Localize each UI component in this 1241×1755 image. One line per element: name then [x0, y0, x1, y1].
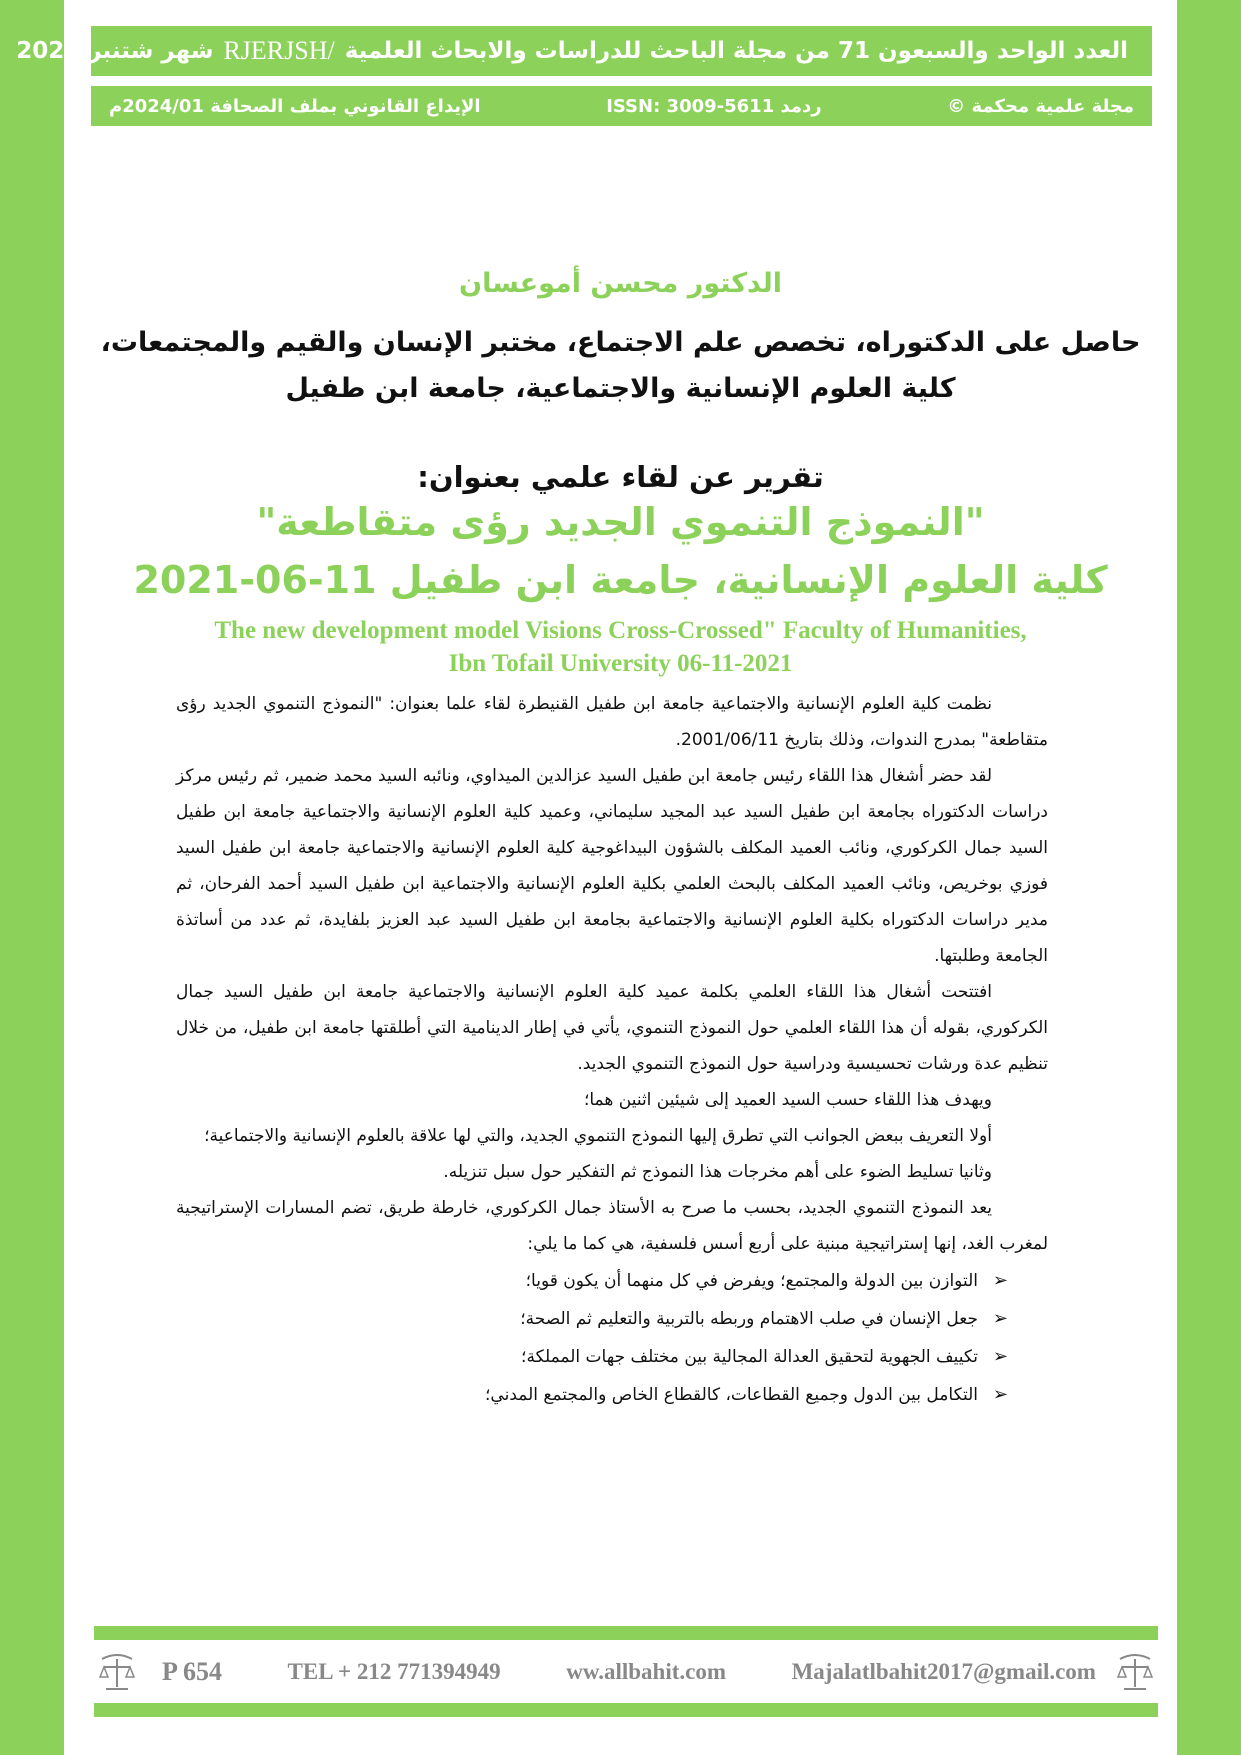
arrow-bullet-icon: ➢	[992, 1346, 1008, 1367]
report-label: تقرير عن لقاء علمي بعنوان:	[417, 460, 824, 494]
paragraph-opening: افتتحت أشغال هذا اللقاء العلمي بكلمة عميد كلية العلوم الإنسانية والاجتماعية جامعة ابن طفيل السيد جمال الكركوري، بقوله أن هذا اللقاء العلمي حول النموذج التنموي، يأتي في إطار الدينامية التي أطلقتها جامعة ابن طفيل، من خلال تنظيم عدة ورشات تحسيسية ودراسية حول النموذج التنموي الجديد.	[176, 982, 1048, 1074]
journal-logo-icon	[94, 1649, 140, 1695]
list-item: ➢ التوازن بين الدولة والمجتمع؛ ويفرض في كل منهما أن يكون قويا؛	[176, 1262, 1008, 1300]
issn-label: ردمد ISSN: 3009-5611	[606, 95, 822, 117]
author-affiliation-line1: حاصل على الدكتوراه، تخصص علم الاجتماع، مختبر الإنسان والقيم والمجتمعات،	[100, 327, 1141, 358]
footer-divider-bottom	[94, 1703, 1158, 1717]
arabic-title-line1: "النموذج التنموي الجديد رؤى متقاطعة"	[256, 500, 985, 544]
left-green-border	[0, 0, 64, 1755]
right-green-border	[1177, 0, 1241, 1755]
footer-phone: TEL + 212 771394949	[287, 1659, 501, 1684]
list-item: ➢ جعل الإنسان في صلب الاهتمام وربطه بالتربية والتعليم ثم الصحة؛	[176, 1300, 1008, 1338]
paragraph-goal-second: وثانيا تسليط الضوء على أهم مخرجات هذا النموذج ثم التفكير حول سبل تنزيله.	[443, 1162, 992, 1182]
footer-email-link[interactable]: Majalatlbahit2017@gmail.com	[791, 1659, 1096, 1684]
page-footer	[94, 1648, 1158, 1696]
article-body	[176, 686, 1048, 1414]
issue-title-pre: العدد الواحد والسبعون 71 من مجلة الباحث للدراسات والابحاث العلمية	[344, 38, 1128, 64]
journal-header-banner	[16, 26, 1152, 76]
author-affiliation-line2: كلية العلوم الإنسانية والاجتماعية، جامعة ابن طفيل	[285, 373, 956, 404]
arrow-bullet-icon: ➢	[992, 1308, 1008, 1329]
principles-list	[176, 1262, 1048, 1414]
arabic-title-line2: كلية العلوم الإنسانية، جامعة ابن طفيل 11-06-2021	[133, 558, 1108, 602]
page-number: P 654	[162, 1657, 222, 1686]
arrow-bullet-icon: ➢	[992, 1270, 1008, 1291]
journal-logo-icon	[1112, 1649, 1158, 1695]
footer-divider-top	[94, 1626, 1158, 1640]
list-item: ➢ التكامل بين الدول وجميع القطاعات، كالقطاع الخاص والمجتمع المدني؛	[176, 1376, 1008, 1414]
paragraph-model: يعد النموذج التنموي الجديد، بحسب ما صرح به الأستاذ جمال الكركوري، خارطة طريق، تضم المسارات الإستراتيجية لمغرب الغد، إنها إستراتيجية مبنية على أربع أسس فلسفية، هي كما ما يلي:	[176, 1198, 1048, 1254]
peer-reviewed-label: مجلة علمية محكمة ©	[947, 95, 1134, 117]
journal-info-banner	[91, 86, 1152, 126]
author-name: الدكتور محسن أموعسان	[459, 268, 782, 299]
paragraph-attendees: لقد حضر أشغال هذا اللقاء رئيس جامعة ابن طفيل السيد عزالدين الميداوي، ونائبه السيد محمد ضمير، ثم رئيس مركز دراسات الدكتوراه بجامعة ابن طفيل السيد عبد المجيد سليماني، وعميد كلية العلوم الإنسانية والاجتماعية جامعة ابن طفيل السيد جمال الكركوري، ونائب العميد المكلف بالشؤون البيداغوجية كلية العلوم الإنسانية والاجتماعية جامعة ابن طفيل السيد فوزي بوخريص، ونائب العميد المكلف بالبحث العلمي بكلية العلوم الإنسانية والاجتماعية ابن طفيل السيد أحمد الفرحان، ثم مدير دراسات الدكتوراه بكلية العلوم الإنسانية والاجتماعية بجامعة ابن طفيل السيد عبد العزيز بلفايدة، ثم عدد من أساتذة الجامعة وطلبتها.	[176, 766, 1048, 966]
paragraph-goal-first: أولا التعريف ببعض الجوانب التي تطرق إليها النموذج التنموي الجديد، والتي لها علاقة بالعلوم الإنسانية والاجتماعية؛	[204, 1126, 992, 1146]
journal-code: RJERJSH/	[223, 36, 335, 65]
paragraph-intro: نظمت كلية العلوم الإنسانية والاجتماعية جامعة ابن طفيل القنيطرة لقاء علما بعنوان: "النموذج التنموي الجديد رؤى متقاطعة" بمدرج الندوات، وذلك بتاريخ 2001/06/11.	[176, 694, 1048, 750]
english-title-line1: The new development model Visions Cross-Crossed" Faculty of Humanities,	[214, 617, 1027, 644]
arrow-bullet-icon: ➢	[992, 1384, 1008, 1405]
english-title-line2: Ibn Tofail University 06-11-2021	[448, 650, 793, 677]
legal-deposit-label: الإيداع القانوني بملف الصحافة 2024/01م	[109, 95, 481, 117]
footer-website-link[interactable]: ww.allbahit.com	[566, 1659, 726, 1684]
paragraph-goals: ويهدف هذا اللقاء حسب السيد العميد إلى شيئين اثنين هما؛	[583, 1090, 992, 1110]
list-item: ➢ تكييف الجهوية لتحقيق العدالة المجالية بين مختلف جهات المملكة؛	[176, 1338, 1008, 1376]
issue-date: شهر شتنبر 2024	[16, 38, 214, 64]
